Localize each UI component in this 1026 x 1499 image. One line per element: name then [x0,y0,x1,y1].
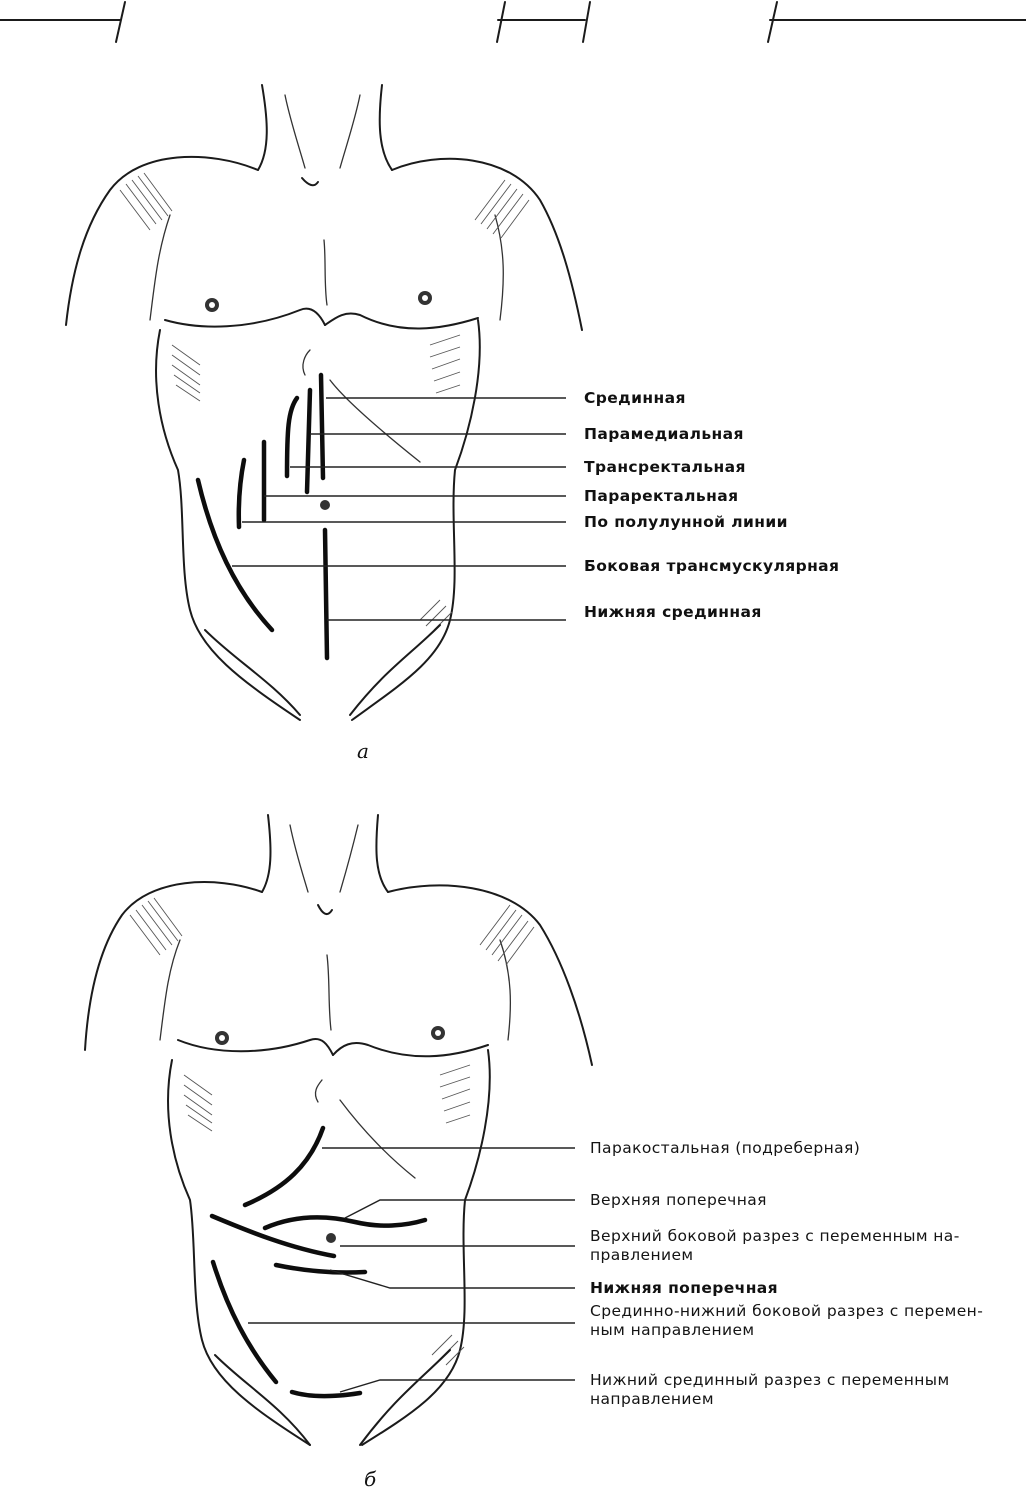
incision-midline [321,375,323,478]
label-upper-lateral-line2: правлением [590,1246,694,1264]
incisions-b [212,1128,425,1396]
incisions-a [198,375,327,658]
incision-transrectal [287,398,297,476]
header-rules [0,2,1026,42]
label-mid-lower-lateral-line1: Срединно-нижний боковой разрез с перемен- [590,1302,984,1320]
incision-upper-lateral [212,1216,334,1256]
label-lower-transverse: Нижняя поперечная [590,1279,779,1297]
label-paramedian: Парамедиальная [584,425,744,443]
incision-subcostal [245,1128,323,1205]
label-mid-lower-lateral-line2: ным направлением [590,1321,755,1339]
label-lateral: Боковая трансмускулярная [584,557,840,575]
incision-lower-midline [325,530,327,658]
label-pararectal: Параректальная [584,487,739,505]
label-upper-lateral-line1: Верхний боковой разрез с переменным на- [590,1227,960,1245]
label-lower-midline-var-line1: Нижний срединный разрез с переменным [590,1371,950,1389]
leaders-a [232,398,566,620]
torso-figure-b [85,815,592,1445]
label-transrectal: Трансректальная [584,458,746,476]
panel-caption-a: а [357,739,369,763]
label-upper-transverse: Верхняя поперечная [590,1191,767,1209]
labels-a [584,389,839,621]
label-lower-midline-var-line2: направлением [590,1390,714,1408]
label-semilunar: По полулунной линии [584,513,788,531]
panel-caption-b: б [364,1467,377,1491]
incision-lateral [198,480,272,630]
label-midline: Срединная [584,389,686,407]
incision-paramedian [307,390,310,492]
incision-mid-lower-lateral [213,1262,276,1382]
incision-lower-midline-var [292,1392,360,1396]
label-lower-midline: Нижняя срединная [584,603,762,621]
incision-upper-transverse [265,1217,425,1228]
labels-b [590,1139,983,1408]
incision-lower-transverse [276,1265,365,1273]
torso-figure-a [66,85,582,720]
label-subcostal: Паракостальная (подреберная) [590,1139,861,1157]
incision-semilunar [239,460,244,527]
